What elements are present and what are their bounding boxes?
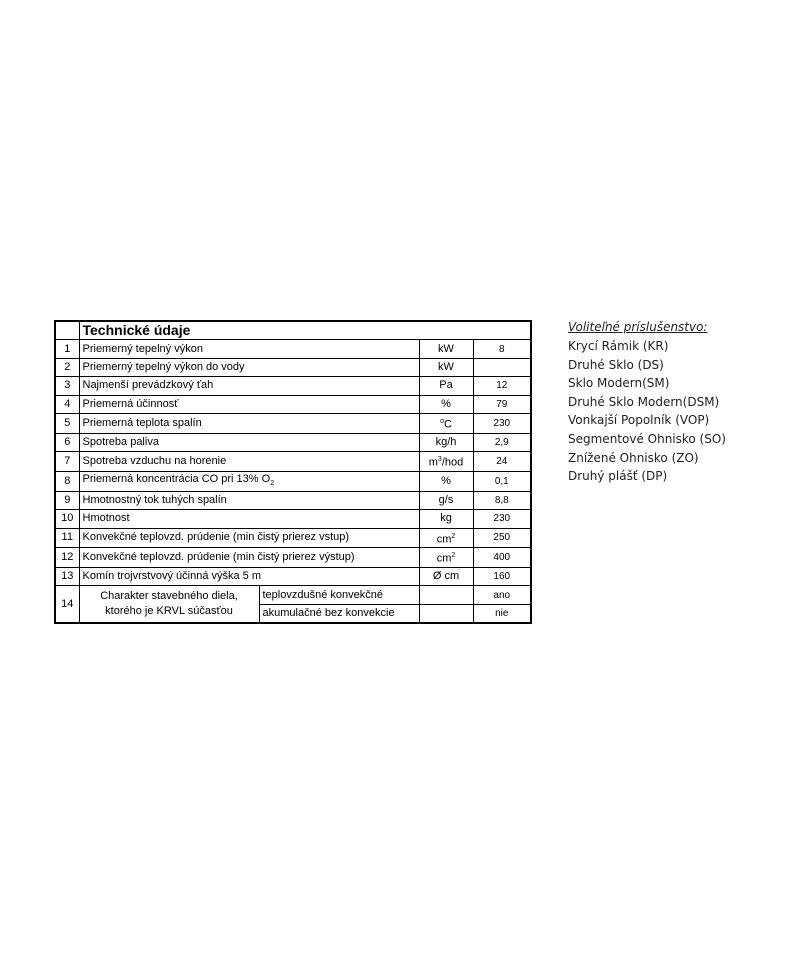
accessory-item: Segmentové Ohnisko (SO) [568,431,726,446]
row-value: 250 [473,528,531,548]
row-label [79,471,419,491]
table-row [55,395,531,413]
table-row [55,528,531,548]
character-option-value: nie [473,604,531,623]
optional-accessories [568,320,726,486]
table-title: Technické údaje [79,321,531,340]
label-main: Priemerná koncentrácia CO pri 13% O [82,472,271,485]
character-option: teplovzdušné konvekčné [259,586,419,604]
row-number: 7 [55,452,79,472]
row-value [473,358,531,376]
row-unit: kW [419,358,473,376]
row-number: 6 [55,433,79,451]
table-row [55,340,531,358]
unit-superscript: 2 [451,532,456,540]
row-value: 0,1 [473,471,531,491]
row-value: 8 [473,340,531,358]
unit-superscript: o [440,417,444,425]
unit-superscript: 3 [437,456,442,463]
row-number: 5 [55,413,79,433]
table-title-row [55,321,531,340]
row-value: 2,9 [473,433,531,451]
accessories-title: Voliteľné príslušenstvo: [568,320,708,334]
unit-rest: /hod [441,456,464,469]
character-label-line1: Charakter stavebného diela, [100,590,238,603]
row-value: 400 [473,548,531,568]
row-unit: kg [419,510,473,528]
character-label [79,586,259,623]
technical-data-table [54,320,532,624]
character-option-unit [419,586,473,604]
row-unit [419,548,473,568]
row-unit: Ø cm [419,567,473,585]
row-number: 1 [55,340,79,358]
row-value: 230 [473,510,531,528]
row-unit [419,528,473,548]
accessory-item: Znížené Ohnisko (ZO) [568,450,699,465]
row-number: 2 [55,358,79,376]
row-value: 24 [473,452,531,472]
row-unit: % [419,471,473,491]
character-label-line2: ktorého je KRVL súčasťou [105,605,233,618]
row-value: 12 [473,377,531,395]
row-unit: g/s [419,491,473,509]
table-row [55,548,531,568]
table-row [55,567,531,585]
accessory-item: Vonkajší Popolník (VOP) [568,413,710,428]
unit-main: cm [436,552,452,565]
row-unit [419,413,473,433]
row-unit: % [419,395,473,413]
row-number: 13 [55,567,79,585]
table-row [55,358,531,376]
accessory-item: Druhé Sklo Modern(DSM) [568,394,720,409]
table-row [55,377,531,395]
table-row [55,471,531,491]
table-row [55,433,531,451]
row-number: 9 [55,491,79,509]
row-number: 8 [55,471,79,491]
title-num-cell [55,321,79,340]
row-unit [419,452,473,472]
table-row [55,413,531,433]
row-value: 8,8 [473,491,531,509]
table-row [55,491,531,509]
label-subscript: 2 [270,479,275,487]
row-unit: Pa [419,377,473,395]
row-label: Spotreba paliva [79,433,419,451]
row-label: Najmenší prevádzkový ťah [79,377,419,395]
unit-main: cm [436,533,452,546]
row-value: 230 [473,413,531,433]
row-number: 11 [55,528,79,548]
row-label: Konvekčné teplovzd. prúdenie (min čistý prierez vstup) [79,528,419,548]
character-option-value: ano [473,586,531,604]
row-label: Hmotnost [79,510,419,528]
row-label: Priemerný tepelný výkon do vody [79,358,419,376]
character-option-unit [419,604,473,623]
row-label: Komín trojvrstvový účinná výška 5 m [79,567,419,585]
row-number: 14 [55,586,79,623]
row-unit: kW [419,340,473,358]
table-row [55,510,531,528]
accessory-item: Sklo Modern(SM) [568,376,670,391]
table-row-14a [55,586,531,604]
row-label: Konvekčné teplovzd. prúdenie (min čistý prierez výstup) [79,548,419,568]
unit-superscript: 2 [451,552,456,560]
accessory-item: Druhý plášť (DP) [568,469,668,484]
row-label: Priemerný tepelný výkon [79,340,419,358]
unit-main: m [428,456,438,469]
row-number: 10 [55,510,79,528]
accessory-item: Druhé Sklo (DS) [568,357,664,372]
row-number: 12 [55,548,79,568]
row-number: 3 [55,377,79,395]
row-unit: kg/h [419,433,473,451]
row-value: 160 [473,567,531,585]
row-value: 79 [473,395,531,413]
accessory-item: Krycí Rámik (KR) [568,339,669,353]
row-label: Priemerná teplota spalín [79,413,419,433]
row-number: 4 [55,395,79,413]
unit-main: C [443,418,452,431]
row-label: Spotreba vzduchu na horenie [79,452,419,472]
character-option: akumulačné bez konvekcie [259,604,419,623]
row-label: Hmotnostný tok tuhých spalín [79,491,419,509]
row-label: Priemerná účinnosť [79,395,419,413]
table-row [55,452,531,472]
